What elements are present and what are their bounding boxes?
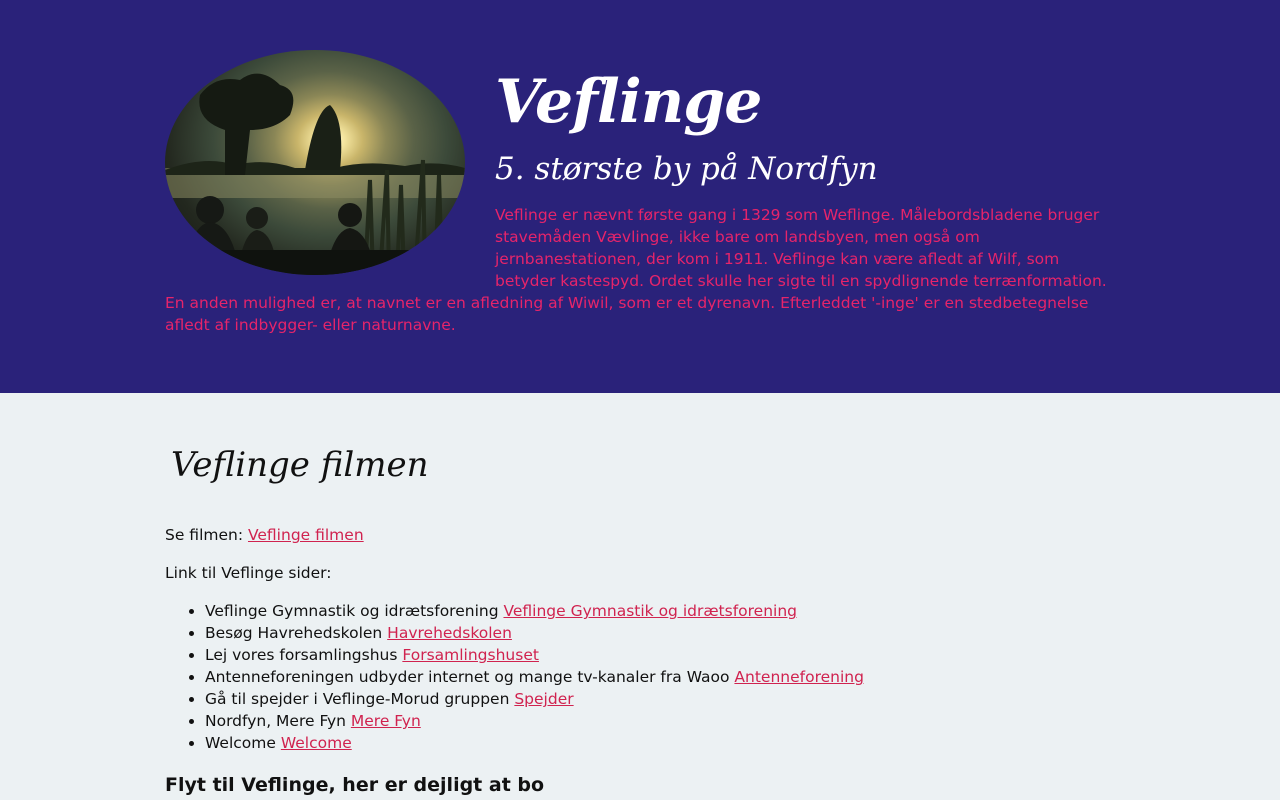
list-item-text: Besøg Havrehedskolen xyxy=(205,624,388,643)
subheading: Flyt til Veflinge, her er dejligt at bo xyxy=(165,774,545,797)
film-line xyxy=(165,524,1115,546)
sunset-photo xyxy=(165,50,465,275)
intro-paragraph: Veflinge er nævnt første gang i 1329 som Weflinge. Målebordsbladene bruger stavemåden Vævlinge, ikke bare om landsbyen, men også om jernbanestationen, der kom i 1911. Veflinge kan være afledt af Wilf, som betyder kastespyd. Ordet skulle her sigte til en spydlignende terrænformation. En anden mulighed er, at navnet er en afledning af Wiwil, som er et dyrenavn. Efterleddet '-inge' er en stedbetegnelse afledt af indbygger- eller naturnavne. xyxy=(165,206,1107,335)
film-link[interactable]: Veflinge filmen xyxy=(247,526,364,545)
list-item xyxy=(205,600,1115,622)
links-list xyxy=(165,600,1115,754)
list-item xyxy=(205,666,1115,688)
list-item xyxy=(205,710,1115,732)
list-item-text: Gå til spejder i Veflinge-Morud gruppen xyxy=(205,690,515,709)
list-item xyxy=(205,688,1115,710)
welcome-link[interactable]: Welcome xyxy=(280,734,352,753)
links-intro: Link til Veflinge sider: xyxy=(165,564,332,583)
mere-fyn-link[interactable]: Mere Fyn xyxy=(350,712,421,731)
school-link[interactable]: Havrehedskolen xyxy=(387,624,512,643)
hero-inner xyxy=(165,50,1115,336)
antenna-link[interactable]: Antenneforening xyxy=(734,668,864,687)
gymnastics-link[interactable]: Veflinge Gymnastik og idrætsforening xyxy=(503,602,798,621)
list-item xyxy=(205,644,1115,666)
assembly-hall-link[interactable]: Forsamlingshuset xyxy=(402,646,539,665)
sunset-silhouette-graphic xyxy=(165,50,465,275)
section-heading: Veflinge filmen xyxy=(171,445,429,485)
site-subtitle: 5. største by på Nordfyn xyxy=(495,151,878,187)
main-content xyxy=(165,447,1115,796)
site-title: Veflinge xyxy=(495,67,762,137)
scouts-link[interactable]: Spejder xyxy=(514,690,574,709)
list-item xyxy=(205,622,1115,644)
list-item-text: Veflinge Gymnastik og idrætsforening xyxy=(205,602,504,621)
list-item-text: Lej vores forsamlingshus xyxy=(205,646,403,665)
list-item-text: Welcome xyxy=(205,734,281,753)
list-item-text: Nordfyn, Mere Fyn xyxy=(205,712,351,731)
list-item xyxy=(205,732,1115,754)
film-prefix: Se filmen: xyxy=(165,526,248,545)
list-item-text: Antenneforeningen udbyder internet og mange tv-kanaler fra Waoo xyxy=(205,668,735,687)
hero-banner xyxy=(0,0,1280,393)
